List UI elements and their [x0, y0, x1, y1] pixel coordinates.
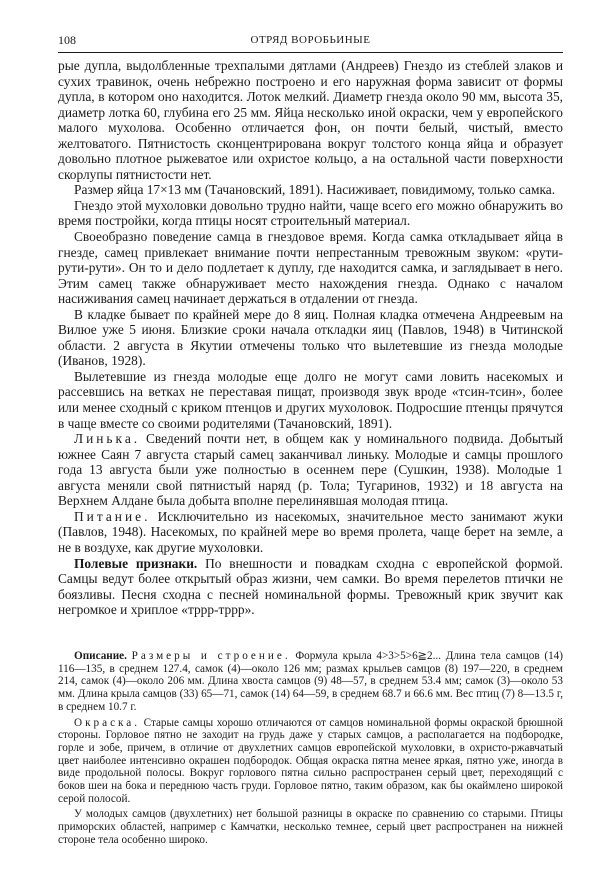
sizes-text: Формула крыла 4>3>5>6≧2... Длина тела самцов (14) 116—135, в среднем 127.4, самок (4)—около 126 мм; размах крыльев самцов (8) 197—220, в среднем 214, самок (4)—около 206 мм. Длина хвоста самцов (9) 48—57, в среднем 53.4 мм; самок (3)—около 53 мм. Длина крыла самцов (33) 65—71, самок (14) 64—59, в среднем 68.7 и 66.6 мм. Вес птиц (7) 8—13.5 г, в среднем 10.7 г. — [58, 650, 563, 713]
page-number: 108 — [58, 33, 76, 47]
molt-text: Сведений почти нет, в общем как у номинального подвида. Добытый южнее Саян 7 августа старый самец заканчивал линьку. Молодые и самцы прошлого года 13 августа были уже полностью в осеннем пере (Сушкин, 1938). Молодые 1 августа меняли свой пятнистый наряд (р. Тола; Тугаринов, 1932) и 18 августа на Верхнем Алдане была добыта вполне перелинявшая молодая птица. — [58, 431, 563, 509]
main-text — [58, 58, 563, 618]
paragraph-nest: рые дупла, выдолбленные трехпалыми дятлами (Андреев) Гнездо из стеблей злаков и сухих травинок, очень небрежно построено и его наружная форма зависит от формы дупла, в котором оно находится. Лоток мелкий. Диаметр гнезда около 90 мм, высота 35, диаметр лотка 60, глубина его 25 мм. Яйца несколько иной окраски, чем у европейского малого мухолова. Особенно отличается фон, он почти белый, чистый, вместо желтоватого. Пятнистость сконцентрирована вокруг толстого конца яйца и образует довольно плотное рыжеватое или охристое кольцо, а на остальной части поверхности скорлупы пятнистости нет. — [58, 58, 563, 182]
description-young-males: У молодых самцов (двухлетних) нет большой разницы в окраске по сравнению со старыми. Птицы приморских областей, например с Камчатки, несколько темнее, серый цвет распространен на нижней стороне тела особенно широко. — [58, 808, 563, 846]
sizes-heading: Размеры и строение. — [131, 650, 291, 662]
diet-text: Исключительно из насекомых, значительное место занимают жуки (Павлов, 1948). Насекомых, по крайней мере во время пролета, чаще берет на земле, а не в воздухе, как другие мухоловки. — [58, 508, 563, 555]
paragraph-clutch: В кладке бывает по крайней мере до 8 яиц. Полная кладка отмечена Андреевым на Вилюе уже 5 июня. Близкие сроки начала откладки яиц (Павлов, 1948) в Читинской области. 2 августа в Якутии отмечены только что вылетевшие из гнезда молодые (Иванов, 1928). — [58, 306, 563, 369]
description-coloration — [58, 717, 563, 806]
description-section — [58, 650, 563, 847]
field-marks-text: По внешности и повадкам сходна с европейской формой. Самцы ведут более открытый образ жизни, чем самки. Во время перелетов птички не боязливы. Песня сходна с песней номинальной формы. Тревожный крик звучит как негромкое и хриплое «тррр-тррр». — [58, 555, 563, 618]
paragraph-male-behavior: Своеобразно поведение самца в гнездовое время. Когда самка откладывает яйца в гнезде, самец привлекает внимание почти непрестанным тревожным звуком: «рути-рути-рути». Он то и дело подлетает к дуплу, где находится самка, и заглядывает в него. Этим самец также обнаруживает место нахождения гнезда. Однако с началом насиживания самец начинает держаться в отдалении от гнезда. — [58, 229, 563, 307]
description-sizes — [58, 650, 563, 714]
description-heading: Описание. — [74, 650, 127, 662]
paragraph-diet — [58, 509, 563, 556]
paragraph-field-marks — [58, 556, 563, 618]
diet-heading: Питание. — [74, 508, 151, 524]
coloration-heading: Окраска. — [74, 716, 141, 729]
field-marks-heading: Полевые признаки. — [74, 555, 198, 571]
paragraph-molt — [58, 431, 563, 509]
paragraph-fledglings: Вылетевшие из гнезда молодые еще долго не могут сами ловить насекомых и рассевшись на ветках не переставая пищат, производя звук вроде «тсин-тсин», более или менее сходный с криком птенцов и других мухоловок. Подросшие птенцы прячутся в чаще вместе со своими родителями (Тачановский, 1891). — [58, 368, 563, 431]
header-rule — [58, 52, 563, 53]
paragraph-egg-size: Размер яйца 17×13 мм (Тачановский, 1891). Насиживает, повидимому, только самка. — [74, 182, 556, 198]
page-header — [58, 32, 563, 48]
molt-heading: Линька. — [74, 431, 141, 447]
paragraph-nest-finding: Гнездо этой мухоловки довольно трудно найти, чаще всего его можно обнаружить во время постройки, когда птицы носят строительный материал. — [58, 197, 563, 229]
coloration-text: Старые самцы хорошо отличаются от самцов номинальной формы окраской брюшной стороны. Горловое пятно не заходит на грудь даже у старых самцов, а располагается на подбородке, горле и зобе, причем, в отличие от двухлетних самцов европейской мухоловки, в охристо-ржавчатый цвет наиболее интенсивно окрашен подбородок. Общая окраска пятна менее яркая, пятно уже, иногда в виде продольной полосы. Вокруг горлового пятна сильно распространен серый цвет, переходящий с боков шеи на бока и переднюю часть груди. Горловое пятно, таким образом, как бы окаймлено широкой серой полосой. — [58, 716, 564, 805]
running-head: ОТРЯД ВОРОБЬИНЫЕ — [250, 34, 371, 46]
